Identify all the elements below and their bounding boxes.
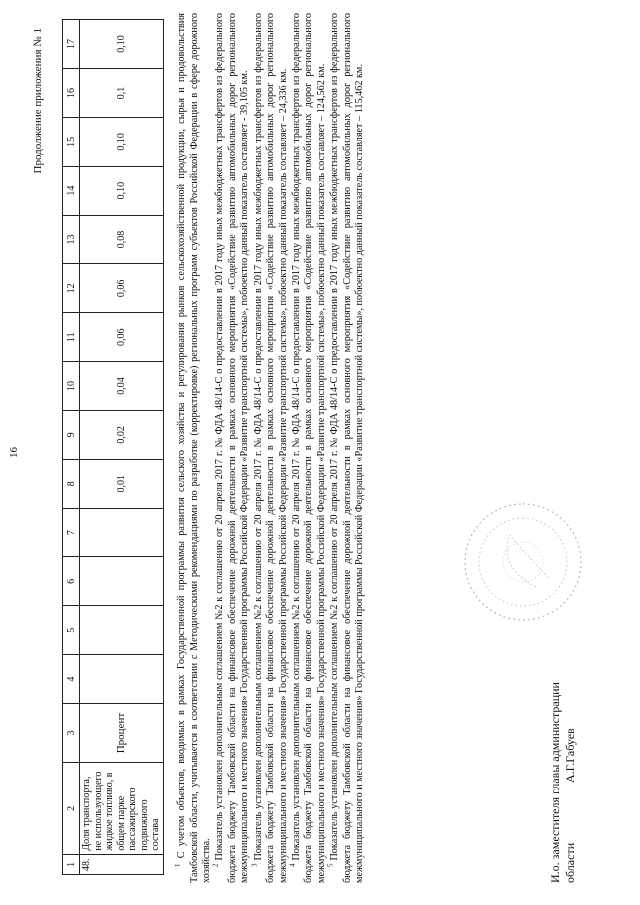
column-number: 15 xyxy=(63,117,80,166)
footnote xyxy=(326,13,367,883)
value-cell: 0,06 xyxy=(80,264,164,313)
signer-title: И.о. заместителя главы администрации xyxy=(548,682,562,883)
footnotes xyxy=(173,13,367,883)
column-number: 14 xyxy=(63,166,80,215)
footnote-text: Показатель установлен дополнительным соглашением №2 к соглашению от 20 апреля 2017 г. № ФДА 48/14-С о предоставлении в 2017 году иных межбюджетных трансфертов из федерального бюджета бюджету Тамбовской области на финансовое обеспечение дорожной деятельности в рамках основного мероприятия «Содействие развитию автомобильных дорог регионального межмуниципального и местного значения» Государственной программы Российской Федерации «Развитие транспортной системы», побюектно данный показатель составляет – 124,562 км. xyxy=(290,13,328,883)
column-number: 17 xyxy=(63,20,80,69)
footnote-mark: 1 xyxy=(173,863,182,867)
value-cell xyxy=(80,606,164,655)
value-cell: 0,02 xyxy=(80,410,164,459)
footnote xyxy=(173,13,214,883)
column-number: 10 xyxy=(63,362,80,411)
footnote-text: Показатель установлен дополнительным соглашением №2 к соглашению от 20 апреля 2017 г. № ФДА 48/14-С о предоставлении в 2017 году иных межбюджетных трансфертов из федерального бюджета бюджету Тамбовской области на финансовое обеспечение дорожной деятельности в рамках основного мероприятия «Содействие развитию автомобильных дорог регионального межмуниципального и местного значения» Государственной программы Российской Федерации «Развитие транспортной системы», побюектно данный показатель составляет – 115,462 км. xyxy=(329,13,366,883)
column-number: 11 xyxy=(63,313,80,362)
footnote-text: Показатель установлен дополнительным соглашением №2 к соглашению от 20 апреля 2017 г. № ФДА 48/14-С о предоставлении в 2017 году иных межбюджетных трансфертов из федерального бюджета бюджету Тамбовской области на финансовое обеспечение дорожной деятельности в рамках основного мероприятия «Содействие развитию автомобильных дорог регионального межмуниципального и местного значения» Государственной программы Российской Федерации «Развитие транспортной системы», побюектно данный показатель составляет - 39,105 км. xyxy=(214,13,251,883)
column-number: 1 xyxy=(63,854,80,874)
page-number: 16 xyxy=(8,447,20,458)
footnote xyxy=(250,13,291,883)
value-cell xyxy=(80,508,164,557)
unit-cell: Процент xyxy=(80,704,164,763)
signer-name: А.Г.Габуев xyxy=(563,728,577,783)
value-cell: 0,10 xyxy=(80,117,164,166)
value-cell: 0,04 xyxy=(80,362,164,411)
footnote-mark: 3 xyxy=(250,863,259,867)
value-cell: 0,10 xyxy=(80,166,164,215)
column-number: 8 xyxy=(63,459,80,508)
footnote-text: Показатель установлен дополнительным соглашением №2 к соглашению от 20 апреля 2017 г. № ФДА 48/14-С о предоставлении в 2017 году иных межбюджетных трансфертов из федерального бюджета бюджету Тамбовской области на финансовое обеспечение дорожной деятельности в рамках основного мероприятия «Содействие развитию автомобильных дорог регионального межмуниципального и местного значения» Государственной программы Российской Федерации «Развитие транспортной системы», побюектно данный показатель составляет – 24,336 км. xyxy=(252,13,289,883)
column-number: 4 xyxy=(63,655,80,704)
column-number: 16 xyxy=(63,69,80,118)
column-number: 13 xyxy=(63,215,80,264)
value-cell xyxy=(80,557,164,606)
value-cell: 0,01 xyxy=(80,459,164,508)
appendix-label: Продолжение приложения № 1 xyxy=(32,28,44,174)
value-cell xyxy=(80,655,164,704)
table-row xyxy=(80,20,164,875)
footnote xyxy=(211,13,252,883)
footnote-mark: 2 xyxy=(211,863,220,867)
row-number: 48. xyxy=(80,854,164,874)
value-cell: 0,10 xyxy=(80,20,164,69)
column-number: 3 xyxy=(63,704,80,763)
value-cell: 0,1 xyxy=(80,69,164,118)
column-number: 2 xyxy=(63,763,80,855)
signer-region: области xyxy=(563,842,577,883)
footnote-text: С учетом объектов, вводимых в рамках Государственной программы развития сельского хозяйства и регулирования рынков сельскохозяйственной продукции, сырья и продовольствия Тамбовской области, учитывается в соответствии с Методическими рекомендациями по разработке (корректировке) региональных программ субъектов Российской Федерации в сфере дорожного хозяйства. xyxy=(176,13,213,883)
footnote-mark: 4 xyxy=(288,863,297,867)
column-number: 12 xyxy=(63,264,80,313)
value-cell: 0,06 xyxy=(80,313,164,362)
column-number: 9 xyxy=(63,410,80,459)
indicator-name: Доля транспорта, не использующего жидкое топливо, в общем парке пассажирского подвижного состава xyxy=(80,763,164,855)
column-number: 5 xyxy=(63,606,80,655)
column-number-row xyxy=(63,20,80,875)
column-number: 6 xyxy=(63,557,80,606)
signature-block xyxy=(548,403,578,883)
footnote-mark: 5 xyxy=(326,863,335,867)
column-number: 7 xyxy=(63,508,80,557)
indicator-table xyxy=(62,19,164,875)
footnote xyxy=(288,13,329,883)
value-cell: 0,08 xyxy=(80,215,164,264)
